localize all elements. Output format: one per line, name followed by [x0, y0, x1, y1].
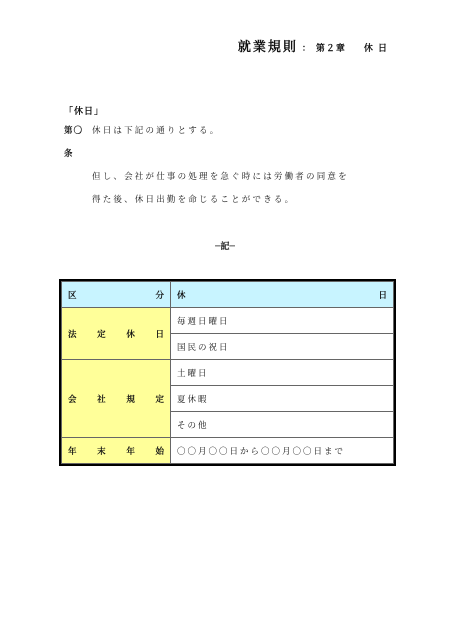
category-cell: 会 社 規 定 [62, 360, 171, 438]
holiday-item: その他 [171, 412, 394, 438]
header-category-right: 分 [155, 290, 164, 301]
header-separator: ： [301, 44, 312, 54]
table-row [62, 308, 394, 334]
table-header-row [62, 282, 394, 308]
holiday-item: 夏休暇 [171, 386, 394, 412]
article-line-1: 休日は下記の通りとする。 [92, 126, 221, 136]
article-label: 第〇条 [64, 126, 84, 159]
category-cell: 年 末 年 始 [62, 438, 171, 464]
chapter-label: 第２章 [315, 44, 346, 54]
header-category-left: 区 [68, 290, 77, 301]
chapter-topic: 休 日 [363, 44, 388, 54]
category-cell: 法 定 休 日 [62, 308, 171, 360]
section-title: 「休日」 [64, 107, 105, 117]
header-category [62, 282, 171, 308]
document-header [238, 36, 388, 55]
article-block [64, 120, 349, 212]
ki-marker: ─記─ [215, 242, 235, 252]
table-row [62, 438, 394, 464]
holiday-item: 毎週日曜日 [171, 308, 394, 334]
document-title: 就業規則 [237, 40, 298, 55]
article-line-2: 但し、会社が仕事の処理を急ぐ時には労働者の同意を [92, 172, 349, 182]
table-row [62, 360, 394, 386]
header-holiday [171, 282, 394, 308]
holiday-item: 〇〇月〇〇日から〇〇月〇〇日まで [171, 438, 394, 464]
holiday-item: 土曜日 [171, 360, 394, 386]
article-line-3: 得た後、休日出勤を命じることができる。 [92, 195, 296, 205]
holiday-item: 国民の祝日 [171, 334, 394, 360]
header-holiday-right: 日 [378, 290, 387, 301]
header-holiday-left: 休 [177, 290, 186, 301]
holiday-table [59, 279, 396, 466]
